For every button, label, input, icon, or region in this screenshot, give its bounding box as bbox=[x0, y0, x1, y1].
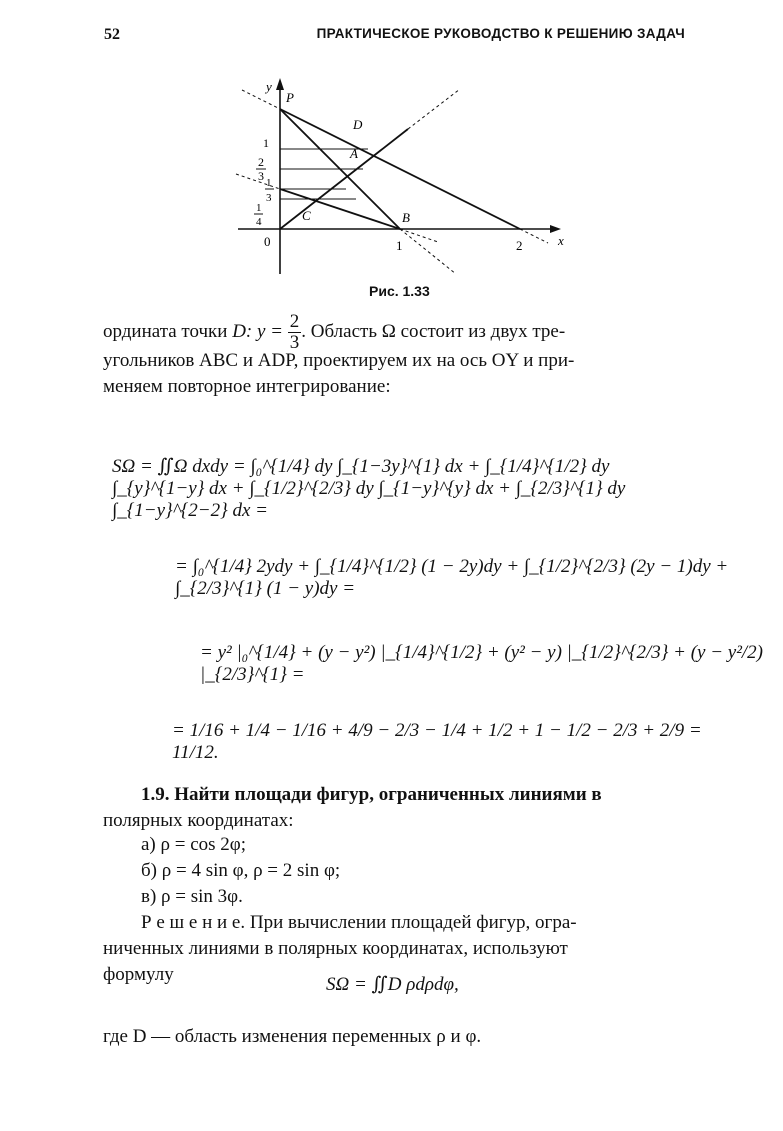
solution-line-1: При вычислении площадей фигур, огра- bbox=[245, 912, 577, 933]
equation-3: = y² |₀^{1/4} + (y − y²) |_{1/4}^{1/2} + (y² − y) |_{1/2}^{2/3} + (y − y²/2) |_{2/3}^{1} = bbox=[200, 642, 764, 685]
line-pd-ext-right bbox=[520, 229, 548, 243]
running-title: ПРАКТИЧЕСКОЕ РУКОВОДСТВО К РЕШЕНИЮ ЗАДАЧ bbox=[316, 26, 685, 41]
y-tick-1-3-den: 3 bbox=[266, 192, 272, 204]
solution-label: Р е ш е н и е. bbox=[141, 912, 246, 933]
problem-heading: 1.9. Найти площади фигур, ограниченных линиями в bbox=[141, 784, 602, 805]
intro-line-3: меняем повторное интегрирование: bbox=[103, 376, 391, 397]
problem-1-9 bbox=[103, 782, 681, 834]
intro-y-eq: : y = bbox=[245, 320, 284, 342]
point-p: P bbox=[286, 90, 294, 105]
point-d: D bbox=[353, 117, 363, 132]
intro-text-a: ордината точки bbox=[103, 320, 233, 342]
item-a: а) ρ = cos 2φ; bbox=[141, 834, 247, 855]
y-tick-1-3-num: 1 bbox=[266, 177, 272, 189]
y-axis-arrow bbox=[276, 78, 284, 90]
item-c: в) ρ = sin 3φ. bbox=[141, 886, 243, 907]
intro-line-2: угольников ABC и ADP, проектируем их на ось OY и при- bbox=[103, 350, 575, 371]
final-line: где D — область изменения переменных ρ и φ. bbox=[103, 1026, 482, 1047]
figure-1-33 bbox=[228, 74, 573, 280]
intro-point-d: D bbox=[232, 320, 246, 342]
equation-4: = 1/16 + 1/4 − 1/16 + 4/9 − 2/3 − 1/4 + 1/2 + 1 − 1/2 − 2/3 + 2/9 = 11/12. bbox=[172, 720, 702, 763]
figure-caption: Рис. 1.33 bbox=[369, 283, 430, 299]
x-axis-arrow bbox=[550, 225, 561, 233]
solution-line-3: формулу bbox=[103, 964, 174, 985]
origin-label: 0 bbox=[264, 234, 271, 249]
line-y-eq-x-ext bbox=[408, 89, 460, 129]
page-number: 52 bbox=[104, 26, 120, 43]
x-tick-2: 2 bbox=[516, 238, 523, 253]
problem-heading-2: полярных координатах: bbox=[103, 810, 294, 831]
point-a: A bbox=[350, 146, 358, 161]
point-b: B bbox=[402, 210, 410, 225]
point-c: C bbox=[302, 208, 311, 223]
x-tick-1: 1 bbox=[396, 238, 403, 253]
y-axis-label: y bbox=[266, 79, 272, 94]
line-pb-ext bbox=[400, 229, 456, 274]
intro-fraction: $\frac{2}{3}$ bbox=[289, 311, 300, 353]
paragraph-intro bbox=[103, 312, 681, 400]
line-y-eq-x bbox=[280, 129, 408, 229]
y-tick-2-3-num: 2 bbox=[258, 155, 264, 169]
line-cb-ext-right bbox=[400, 229, 438, 242]
x-axis-label: x bbox=[558, 233, 564, 248]
y-tick-1-4-num: 1 bbox=[256, 202, 262, 214]
polar-area-formula: SΩ = ∬D ρdρdφ, bbox=[326, 974, 459, 995]
solution-line-2: ниченных линиями в полярных координатах, используют bbox=[103, 938, 568, 959]
y-tick-1: 1 bbox=[263, 136, 269, 150]
line-pd-ext-left bbox=[242, 90, 280, 109]
y-tick-2-3-den: 3 bbox=[258, 169, 264, 183]
y-tick-1-4-den: 4 bbox=[256, 216, 262, 228]
equation-2: = ∫₀^{1/4} 2ydy + ∫_{1/4}^{1/2} (1 − 2y)dy + ∫_{1/2}^{2/3} (2y − 1)dy + ∫_{2/3}^{1} (1 − y)dy = bbox=[175, 556, 729, 599]
equation-1: SΩ = ∬Ω dxdy = ∫₀^{1/4} dy ∫_{1−3y}^{1} dx + ∫_{1/4}^{1/2} dy ∫_{y}^{1−y} dx + ∫_{1/2}^{2/3} dy ∫_{1−y}^{y} dx + ∫_{2/3}^{1} dy ∫_{1−y}^{2−2} dx = bbox=[112, 456, 626, 521]
intro-text-b: . Область Ω состоит из двух тре- bbox=[301, 320, 566, 342]
item-b: б) ρ = 4 sin φ, ρ = 2 sin φ; bbox=[141, 860, 341, 881]
line-cb bbox=[280, 189, 400, 229]
